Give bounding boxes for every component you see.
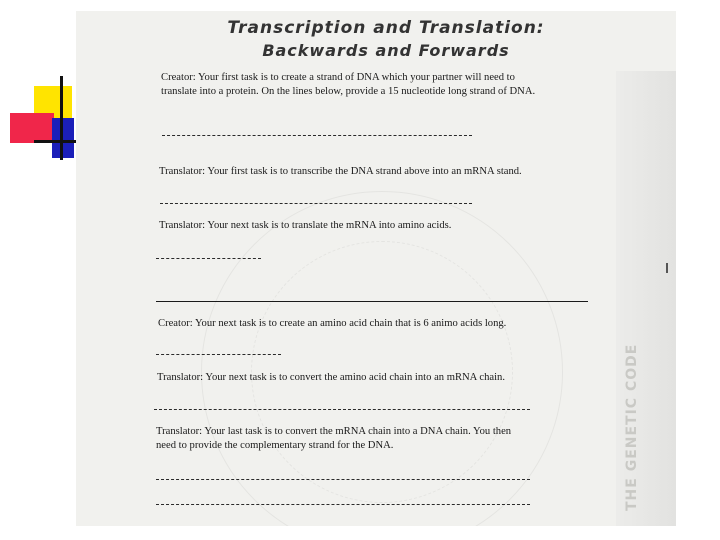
answer-line-complementary-strand bbox=[156, 504, 530, 505]
translator-task-2: Translator: Your next task is to translate the mRNA into amino acids. bbox=[159, 220, 452, 231]
translator-task-4-line-2: need to provide the complementary strand for the DNA. bbox=[156, 440, 394, 451]
translator-task-3: Translator: Your next task is to convert the amino acid chain into an mRNA chain. bbox=[157, 372, 505, 383]
answer-line-mrna bbox=[160, 203, 472, 204]
translator-task-4 bbox=[156, 425, 511, 453]
answer-line-mrna-chain bbox=[154, 409, 530, 410]
creator-task-1-line-2: translate into a protein. On the lines below, provide a 15 nucleotide long strand of DNA. bbox=[161, 86, 536, 97]
decor-blue-square bbox=[52, 118, 74, 158]
scan-mark bbox=[666, 263, 668, 273]
decor-horizontal-line bbox=[34, 140, 76, 143]
creator-task-1 bbox=[161, 71, 535, 99]
side-band bbox=[616, 71, 676, 526]
translator-task-4-line-1: Translator: Your last task is to convert the mRNA chain into a DNA chain. You then bbox=[156, 426, 512, 437]
creator-task-1-line-1: Creator: Your first task is to create a strand of DNA which your partner will need to bbox=[161, 72, 515, 83]
worksheet-scan bbox=[76, 11, 676, 526]
section-divider bbox=[156, 301, 588, 302]
creator-task-2: Creator: Your next task is to create an amino acid chain that is 6 animo acids long. bbox=[158, 318, 507, 329]
answer-line-amino-acids bbox=[156, 258, 261, 259]
answer-line-amino-acid-chain bbox=[156, 354, 281, 355]
translator-task-1: Translator: Your first task is to transcribe the DNA strand above into an mRNA stand. bbox=[159, 166, 522, 177]
answer-line-dna-chain bbox=[156, 479, 530, 480]
worksheet-subtitle: Backwards and Forwards bbox=[262, 41, 510, 60]
worksheet-title: Transcription and Translation: bbox=[227, 18, 545, 38]
answer-line-dna bbox=[162, 135, 472, 136]
side-watermark-text: THE GENETIC CODE bbox=[624, 343, 640, 511]
decor-red-square bbox=[10, 113, 54, 143]
decor-vertical-line bbox=[60, 76, 63, 160]
